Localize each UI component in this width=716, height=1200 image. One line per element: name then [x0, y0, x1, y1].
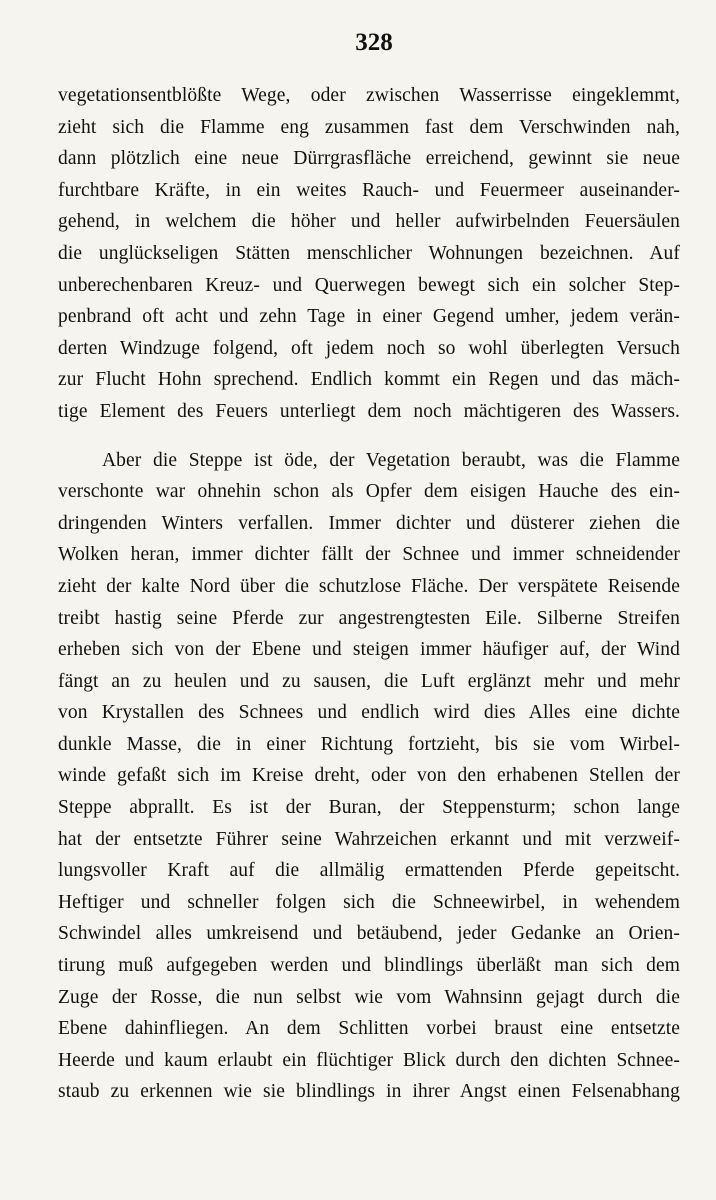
- text-line: von Krystallen des Schnees und endlich wird dies Alles eine dichte: [58, 702, 680, 724]
- text-line: Aber die Steppe ist öde, der Vegetation beraubt, was die Flamme: [102, 449, 680, 471]
- text-line: zieht der kalte Nord über die schutzlose Fläche. Der verspätete Reisende: [58, 575, 680, 597]
- text-line: fängt an zu heulen und zu sausen, die Luft erglänzt mehr und mehr: [58, 670, 680, 692]
- text-line: erheben sich von der Ebene und steigen immer häufiger auf, der Wind: [58, 639, 680, 661]
- text-line: zieht sich die Flamme eng zusammen fast dem Verschwinden nah,: [58, 116, 680, 138]
- text-line: winde gefaßt sich im Kreise dreht, oder von den erhabenen Stellen der: [58, 765, 680, 787]
- text-line: dunkle Masse, die in einer Richtung fortzieht, bis sie vom Wirbel-: [58, 733, 680, 755]
- text-line: furchtbare Kräfte, in ein weites Rauch- und Feuermeer auseinander-: [58, 179, 680, 201]
- text-line: zur Flucht Hohn sprechend. Endlich kommt ein Regen und das mäch-: [58, 369, 680, 391]
- text-line: Schwindel alles umkreisend und betäubend, jeder Gedanke an Orien-: [58, 923, 680, 945]
- text-line: staub zu erkennen wie sie blindlings in ihrer Angst einen Felsenabhang: [58, 1081, 680, 1103]
- text-line: tige Element des Feuers unterliegt dem noch mächtigeren des Wassers.: [58, 400, 680, 422]
- text-line: hat der entsetzte Führer seine Wahrzeichen erkannt und mit verzweif-: [58, 828, 680, 850]
- text-line: dann plötzlich eine neue Dürrgrasfläche erreichend, gewinnt sie neue: [58, 148, 680, 170]
- text-line: gehend, in welchem die höher und heller aufwirbelnden Feuersäulen: [58, 211, 680, 233]
- text-line: Wolken heran, immer dichter fällt der Schnee und immer schneidender: [58, 544, 680, 566]
- text-line: Ebene dahinfliegen. An dem Schlitten vorbei braust eine entsetzte: [58, 1018, 680, 1040]
- text-line: Steppe abprallt. Es ist der Buran, der Steppensturm; schon lange: [58, 797, 680, 819]
- text-line: penbrand oft acht und zehn Tage in einer Gegend umher, jedem verän-: [58, 306, 680, 328]
- text-line: derten Windzuge folgend, oft jedem noch so wohl überlegten Versuch: [58, 337, 680, 359]
- text-line: Heerde und kaum erlaubt ein flüchtiger Blick durch den dichten Schnee-: [58, 1049, 680, 1071]
- text-line: Heftiger und schneller folgen sich die Schneewirbel, in wehendem: [58, 891, 680, 913]
- page-number: 328: [355, 29, 393, 56]
- text-line: verschonte war ohnehin schon als Opfer dem eisigen Hauche des ein-: [58, 481, 680, 503]
- text-line: dringenden Winters verfallen. Immer dichter und düsterer ziehen die: [58, 512, 680, 534]
- paragraph-2: [58, 445, 680, 1108]
- text-line: Zuge der Rosse, die nun selbst wie vom Wahnsinn gejagt durch die: [58, 986, 680, 1008]
- text-line: tirung muß aufgegeben werden und blindlings überläßt man sich dem: [58, 955, 680, 977]
- text-line: treibt hastig seine Pferde zur angestrengtesten Eile. Silberne Streifen: [58, 607, 680, 629]
- text-line: die unglückseligen Stätten menschlicher Wohnungen bezeichnen. Auf: [58, 242, 680, 264]
- paragraph-1: [58, 80, 680, 428]
- text-line: vegetationsentblößte Wege, oder zwischen Wasserrisse eingeklemmt,: [58, 85, 680, 106]
- text-line: lungsvoller Kraft auf die allmälig ermattenden Pferde gepeitscht.: [58, 860, 680, 882]
- text-line: unberechenbaren Kreuz- und Querwegen bewegt sich ein solcher Step-: [58, 274, 680, 296]
